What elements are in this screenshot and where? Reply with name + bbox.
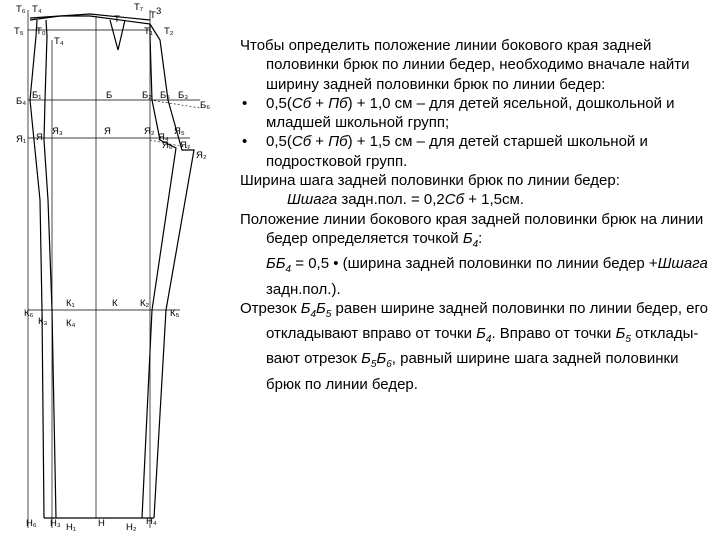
label-Ya6: Я₆ [162, 140, 173, 151]
label-K3: К₃ [38, 316, 48, 327]
label-T3a: Т [150, 10, 156, 21]
label-T1: Т₁ [144, 26, 154, 37]
eq-c: Шшага [657, 255, 708, 273]
trouser-pattern-drawing [0, 0, 240, 540]
label-Ya4: Я₄ [158, 132, 169, 143]
label-Ya2: Я₂ [144, 126, 155, 137]
label-Ya: Я [36, 132, 43, 143]
formula-step-width [240, 190, 710, 209]
waist-line-back [30, 16, 150, 24]
label-K6: К₆ [24, 308, 34, 319]
label-T0: Т₀ [36, 26, 46, 37]
label-T7: Т₇ [134, 2, 144, 13]
label-K5: К₅ [170, 308, 180, 319]
label-T6: Т₆ [16, 4, 26, 15]
equation-bb4 [240, 254, 710, 299]
label-Ya8: Я₂ [196, 150, 207, 161]
label-H: Н [98, 518, 105, 529]
point-label: Б [462, 229, 473, 247]
label-B5: Б₅ [160, 90, 171, 101]
label-T4a: Т₄ [32, 4, 42, 15]
bullet-1-post: ) + 1,0 см – для детей ясельной, дошкольной и младшей школьной групп; [266, 94, 675, 132]
label-T: Т [114, 14, 120, 25]
label-H4: Н₄ [146, 516, 157, 527]
eq-b: = 0,5 • (ширина задней половинки по линии бедер + [291, 255, 658, 273]
label-H3: Н₃ [50, 518, 61, 529]
bullet-1-pb: Пб [328, 94, 348, 112]
seg-s2: равен ширине задней половинки по линии бедер, его откладывают вправо от точки [266, 299, 709, 343]
seg-s4: . Вправо от точки [491, 325, 616, 343]
label-Ya1: Я₁ [16, 134, 27, 145]
paragraph-side-edge-text: Положение линии бокового края задней половинки брюк на линии бедер определяется точкой [240, 210, 704, 247]
instruction-text [240, 36, 710, 394]
seg-s1b: Б [316, 299, 326, 317]
point-sub: 4 [472, 238, 479, 250]
label-H6: Н₆ [26, 518, 37, 529]
seg-s3-sub: 4 [485, 334, 492, 346]
label-T2: Т₂ [164, 26, 174, 37]
seg-s1a-sub: 4 [310, 308, 317, 320]
seg-s5-sub: 5 [625, 334, 631, 346]
paragraph-intro-text: Чтобы определить положение линии бокового края задней половинки брюк по линии бедер, необходимо вначале найти ширину задней половинки брюк по линии бедер: [240, 37, 690, 93]
label-Ya7: Я₇ [180, 140, 191, 151]
label-Ya3: Я₃ [52, 126, 63, 137]
bullet-1-sb: Сб [291, 94, 312, 112]
paragraph-side-edge [240, 210, 710, 255]
pattern-inner-left [44, 20, 56, 518]
label-K: К [112, 298, 118, 309]
label-B: Б [106, 90, 113, 101]
formula-sb: Сб [444, 191, 465, 209]
paragraph-segment [240, 299, 710, 394]
eq-a-sub: 4 [285, 264, 292, 276]
seg-s6: отклады-вают отрезок [266, 325, 699, 368]
seg-s1: Отрезок [240, 299, 301, 317]
bullet-2-pb: Пб [328, 133, 348, 151]
bullet-item-2 [240, 132, 710, 171]
seg-s7a: Б [361, 350, 371, 368]
formula-tail: + 1,5см. [464, 191, 524, 209]
seg-s3: Б [476, 325, 486, 343]
bullet-dot: • [242, 133, 248, 151]
label-H2: Н₂ [126, 522, 137, 533]
bullet-1-plus: + [311, 94, 329, 112]
eq-a: ББ [266, 255, 286, 273]
label-K4: К₄ [66, 318, 76, 329]
formula-lhs: Шшага [287, 191, 338, 209]
seg-s8: , равный ширине шага задней половинки брюк по линии бедер. [266, 350, 679, 393]
bullet-2-post: ) + 1,5 см – для детей старшей школьной и подростковой групп. [266, 133, 648, 170]
label-B4: Б₄ [16, 96, 27, 107]
seg-s7b-sub: 6 [386, 359, 392, 371]
bullet-dot: • [242, 94, 248, 112]
bullet-item-1 [240, 94, 710, 133]
bullet-1-pre: 0,5( [266, 94, 292, 112]
label-Ya5: Я₅ [174, 126, 185, 137]
label-H1: Н₁ [66, 522, 77, 533]
label-B2: Б₂ [142, 90, 152, 101]
seg-s1a: Б [300, 299, 311, 317]
seg-s7a-sub: 5 [370, 359, 377, 371]
label-T5: Т₅ [14, 26, 24, 37]
paragraph-step-width-text: Ширина шага задней половинки брюк по линии бедер: [240, 172, 620, 190]
label-B6: Б₆ [200, 100, 211, 111]
dash-line-hip [150, 100, 200, 108]
bullet-2-sb: Сб [291, 133, 312, 151]
label-K2: К₂ [140, 298, 150, 309]
eq-d: задн.пол.). [266, 280, 341, 298]
label-B1: Б₁ [32, 90, 42, 101]
formula-mid: задн.пол. = 0,2 [337, 191, 445, 209]
bullet-2-pre: 0,5( [266, 133, 292, 151]
label-T3sup: 3 [156, 6, 162, 17]
bullet-2-plus: + [311, 133, 329, 151]
label-Yamain: Я [104, 126, 111, 137]
paragraph-intro [240, 36, 710, 94]
label-B3: Б₃ [178, 90, 189, 101]
label-T4: Т₄ [54, 36, 64, 47]
paragraph-step-width [240, 171, 710, 190]
seg-s1b-sub: 5 [325, 308, 332, 320]
paragraph-side-edge-end: : [478, 229, 483, 247]
seg-s7b: Б [376, 350, 387, 368]
label-K1: К₁ [66, 298, 75, 309]
seg-s5: Б [615, 325, 626, 343]
